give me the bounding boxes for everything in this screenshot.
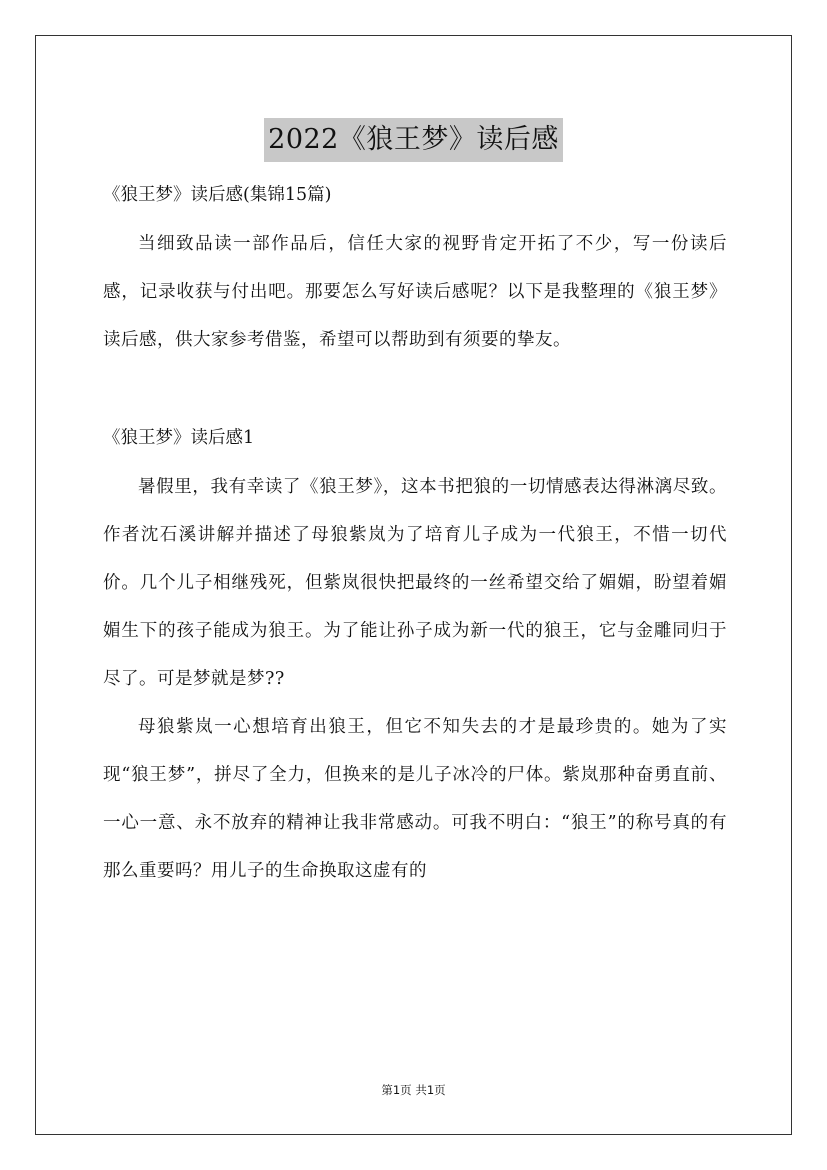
document-body (103, 170, 727, 895)
body-paragraph: 母狼紫岚一心想培育出狼王，但它不知失去的才是最珍贵的。她为了实现“狼王梦”，拼尽了全力，但换来的是儿子冰冷的尸体。紫岚那种奋勇直前、一心一意、永不放弃的精神让我非常感动。可我不明白：“狼王”的称号真的有那么重要吗？用儿子的生命换取这虚有的 (103, 717, 727, 881)
section-heading: 《狼王梦》读后感1 (103, 428, 255, 448)
title-container (0, 100, 827, 180)
body-paragraph: 暑假里，我有幸读了《狼王梦》，这本书把狼的一切情感表达得淋漓尽致。作者沈石溪讲解并描述了母狼紫岚为了培育儿子成为一代狼王，不惜一切代价。几个儿子相继残死，但紫岚很快把最终的一丝希望交给了媚媚，盼望着媚媚生下的孩子能成为狼王。为了能让孙子成为新一代的狼王，它与金雕同归于尽了。可是梦就是梦?? (103, 477, 727, 689)
section-spacer (103, 364, 727, 413)
document-title: 2022《狼王梦》读后感 (264, 118, 563, 162)
intro-paragraph: 当细致品读一部作品后，信任大家的视野肯定开拓了不少，写一份读后感，记录收获与付出吧。那要怎么写好读后感呢？以下是我整理的《狼王梦》读后感，供大家参考借鉴，希望可以帮助到有须要的挚友。 (103, 234, 727, 350)
document-subtitle: 《狼王梦》读后感(集锦15篇) (103, 185, 332, 205)
page-footer: 第1页 共1页 (381, 1083, 446, 1097)
